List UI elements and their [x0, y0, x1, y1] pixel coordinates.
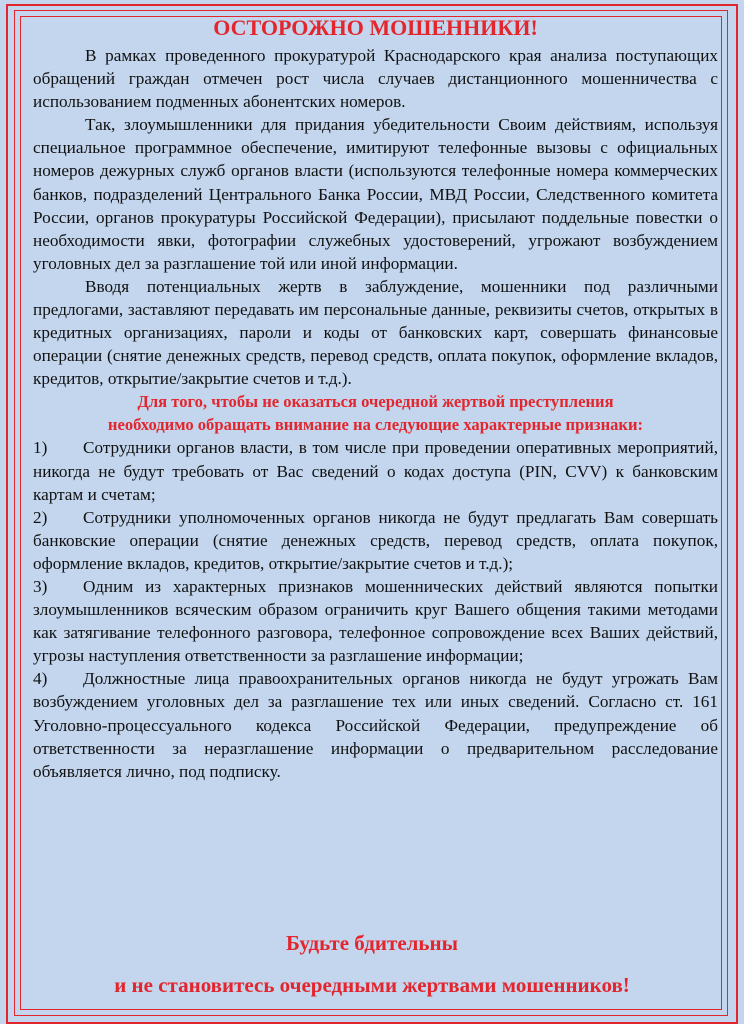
list-item-text: Сотрудники уполномоченных органов никогда не будут предлагать Вам совершать банковские операции (снятие денежных средств, перевод средств, оплата покупок, оформление вкладов, кредитов, открытие/закрытие счетов и т.д.); — [33, 507, 718, 573]
list-item-text: Одним из характерных признаков мошеннических действий являются попытки злоумышленников всяческим образом ограничить круг Вашего общения такими методами как затягивание телефонного разговора, телефонное сопровождение всех Ваших действий, угрозы наступления ответственности за разглашение информации; — [33, 576, 718, 666]
list-item-number: 1) — [33, 438, 48, 458]
list-item-4 — [33, 667, 718, 782]
list-item-text: Сотрудники органов власти, в том числе при проведении оперативных мероприятий, никогда не будут требовать от Вас сведений о кодах доступа (PIN, CVV) к банковским картам и счетам; — [33, 438, 718, 504]
list-item-number: 3) — [33, 576, 48, 596]
paragraph-deception: Вводя потенциальных жертв в заблуждение, мошенники под различными предлогами, заставляют передавать им персональные данные, реквизиты счетов, открытых в кредитных организациях, пароли и коды от банковских карт, совершать финансовые операции (снятие денежных средств, перевод средств, оплата покупок, оформление вкладов, кредитов, открытие/закрытие счетов и т.д.). — [33, 276, 718, 389]
paragraph-methods: Так, злоумышленники для придания убедительности Своим действиям, используя специальное программное обеспечение, имитируют телефонные вызовы с официальных номеров дежурных служб органов власти (используются телефонные номера коммерческих банков, подразделений Центрального Банка России, МВД России, Следственного комитета России, органов прокуратуры Российской Федерации), присылают поддельные повестки о необходимости явки, фотографии служебных удостоверений, угрожают возбуждением уголовных дел за разглашение той или иной информации. — [33, 115, 718, 273]
list-item-1 — [33, 436, 718, 505]
list-item-text: Должностные лица правоохранительных органов никогда не будут угрожать Вам возбуждением уголовных дел за разглашение тех или иных сведений. Согласно ст. 161 Уголовно-процессуального кодекса Российской Федерации, предупреждение об ответственности за неразглашение информации о предварительном расследование объявляется лично, под подписку. — [33, 669, 718, 781]
list-item-number: 2) — [33, 507, 48, 527]
list-item-2 — [33, 506, 718, 575]
footer-line-1: Будьте бдительны — [285, 931, 459, 955]
leaflet-content — [33, 14, 718, 783]
footer-line-2: и не становитесь очередными жертвами мошенников! — [114, 973, 630, 997]
warning-line-1: Для того, чтобы не оказаться очередной жертвой преступления — [137, 392, 614, 412]
list-item-number: 4) — [33, 669, 48, 689]
page-title: ОСТОРОЖНО МОШЕННИКИ! — [213, 15, 538, 40]
warning-line-2: необходимо обращать внимание на следующие характерные признаки: — [107, 415, 644, 435]
list-item-3 — [33, 575, 718, 667]
paragraph-intro: В рамках проведенного прокуратурой Краснодарского края анализа поступающих обращений граждан отмечен рост числа случаев дистанционного мошенничества с использованием подменных абонентских номеров. — [33, 46, 718, 112]
